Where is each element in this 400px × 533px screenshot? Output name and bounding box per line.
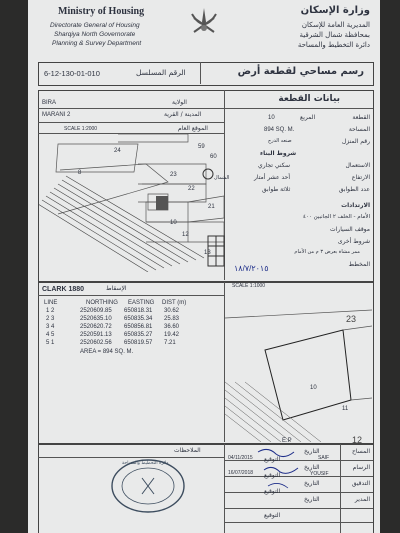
setbacks-value: الأمام - الخلف ٢ الجانبين ٤٠٠ [302, 214, 370, 220]
parcel-section-title: بيانات القطعة [278, 94, 340, 104]
village-label: المدينة / القرية [164, 111, 202, 118]
col-easting: EASTING [128, 300, 155, 306]
cell-northing: 2520591.13 [80, 332, 112, 338]
stamp-text: دائرة التخطيط والمساحة [122, 461, 169, 466]
director-label: المدير [354, 496, 370, 503]
floors-value: ثلاثة طوابق [262, 186, 291, 193]
surveyor-name: SAIF [318, 455, 330, 461]
date-label-1: التاريخ [304, 448, 320, 455]
area-total: AREA = 894 SQ. M. [80, 349, 134, 355]
scale-top: SCALE 1:2000 [64, 126, 98, 132]
date-label-2: التاريخ [304, 464, 320, 471]
cell-easting: 650819.57 [124, 340, 153, 346]
sign-label-4: التوقيع [264, 512, 281, 519]
map-num-8: 8 [78, 170, 82, 176]
cell-northing: 2520635.10 [80, 316, 112, 322]
map-num-23: 23 [170, 172, 177, 178]
conditions-title: شروط البناء [260, 150, 297, 157]
wilayat-label: الولاية [172, 99, 187, 106]
cell-northing: 2520620.72 [80, 324, 112, 330]
document-title: رسم مساحي لقطعة أرض [237, 66, 364, 77]
survey-document [28, 0, 380, 533]
drawer-label: الرسام [352, 464, 370, 471]
col-northing: NORTHING [86, 300, 118, 306]
table-row [28, 308, 224, 316]
cell-line: 1 2 [46, 308, 55, 314]
serial-label: الرقم المسلسل [136, 68, 186, 77]
cell-line: 4 5 [46, 332, 55, 338]
date-label-3: التاريخ [304, 480, 320, 487]
village-value: MARANI 2 [42, 112, 71, 118]
department-ar: دائرة التخطيط والمساحة [297, 41, 370, 49]
ministry-en: Ministry of Housing [58, 6, 145, 17]
location-label: الموقع العام [178, 125, 208, 132]
map-num-12: 12 [182, 232, 189, 238]
plot-label: القطعة [352, 114, 370, 121]
building-sketch-icon [204, 230, 228, 270]
surveyor-label: المساح [351, 448, 370, 455]
cell-northing: 2520602.56 [80, 340, 112, 346]
date-label-4: التاريخ [304, 496, 320, 503]
date-2: 16/07/2018 [228, 470, 254, 476]
sign-label-2: التوقيع [264, 472, 281, 479]
detail-num-10: 10 [310, 385, 317, 391]
map-num-22: 22 [188, 186, 195, 192]
cell-dist: 30.62 [164, 308, 180, 314]
scale-bottom: SCALE 1:1000 [232, 283, 266, 289]
col-line: LINE [44, 300, 58, 306]
height-value: أحد عشر أمتار [254, 174, 290, 181]
map-num-60: 60 [210, 154, 217, 160]
cell-line: 5 1 [46, 340, 55, 346]
table-row [28, 332, 224, 340]
other-conditions-label: شروط أخرى [337, 238, 370, 245]
parking-label: موقف السيارات [330, 226, 370, 233]
cell-line: 2 3 [46, 316, 55, 322]
location-map [38, 134, 224, 272]
drawer-name: YOUSIF [310, 471, 329, 477]
usage-value: سكني تجاري [258, 162, 291, 169]
other-conditions-value: ممر مشاة بعرض ٣ م من الأمام [294, 249, 360, 255]
detail-num-12: 12 [352, 435, 363, 445]
department-en: Planning & Survey Department [52, 40, 142, 47]
cell-dist: 36.60 [164, 324, 180, 330]
sign-label-3: التوقيع [264, 488, 281, 495]
block-label: المربع [300, 114, 316, 121]
col-dist: DIST (m) [162, 300, 187, 306]
cell-easting: 650856.81 [124, 324, 153, 330]
map-num-13: 13 [204, 250, 211, 256]
map-num-21: 21 [208, 204, 215, 210]
plan-label: المخطط [348, 261, 370, 268]
floors-label: عدد الطوابق [338, 186, 370, 193]
usage-label: الاستعمال [345, 162, 370, 169]
handwritten-date: ١٨/٧/٢٠١٥ [234, 264, 269, 273]
north-label: الشمال [214, 175, 230, 181]
ministry-ar: وزارة الإسكان [300, 5, 370, 16]
table-row [28, 324, 224, 332]
cell-easting: 650818.31 [124, 308, 153, 314]
cell-easting: 650835.27 [124, 332, 153, 338]
cell-dist: 25.83 [164, 316, 180, 322]
date-1: 04/11/2015 [228, 455, 253, 461]
detail-num-11: 11 [342, 406, 349, 412]
oman-emblem-logo [186, 4, 222, 44]
cell-easting: 650835.34 [124, 316, 153, 322]
datum-label: الإسقاط [106, 285, 127, 292]
signature-scribbles [228, 446, 308, 526]
cell-line: 3 4 [46, 324, 55, 330]
height-label: الارتفاع [351, 174, 370, 181]
setbacks-title: الارتدادات [341, 202, 370, 209]
map-num-24: 24 [114, 148, 121, 154]
directorate-ar: المديرية العامة للإسكان [301, 21, 370, 29]
map-num-59: 59 [198, 144, 205, 150]
wilayat-value: BIRA [42, 100, 57, 106]
cell-northing: 2520609.85 [80, 308, 112, 314]
governorate-ar: بمحافظة شمال الشرقية [299, 31, 370, 39]
notes-label: الملاحظات [174, 447, 201, 454]
directorate-en: Directorate General of Housing [50, 22, 140, 29]
datum: CLARK 1880 [42, 286, 85, 293]
area-label: المساحة [348, 126, 370, 133]
governorate-en: Sharqiya North Governorate [54, 31, 136, 38]
house-no-value: صنعه الدرج [268, 138, 292, 144]
cell-dist: 7.21 [164, 340, 176, 346]
map-num-10: 10 [170, 220, 177, 226]
area-value: 894 SQ. M. [264, 127, 295, 133]
detail-num-23: 23 [346, 314, 357, 324]
sign-label-1: التوقيع [264, 456, 281, 463]
table-row [28, 316, 224, 324]
plot-detail-map [225, 290, 372, 442]
checker-label: التدقيق [351, 480, 370, 487]
cell-dist: 19.42 [164, 332, 180, 338]
ep-label: E.P [282, 438, 292, 444]
serial-number: 6-12-130-01-010 [44, 69, 100, 78]
table-row [28, 340, 224, 348]
house-no-label: رقم المنزل [341, 138, 370, 145]
plot-number: 10 [268, 115, 275, 121]
